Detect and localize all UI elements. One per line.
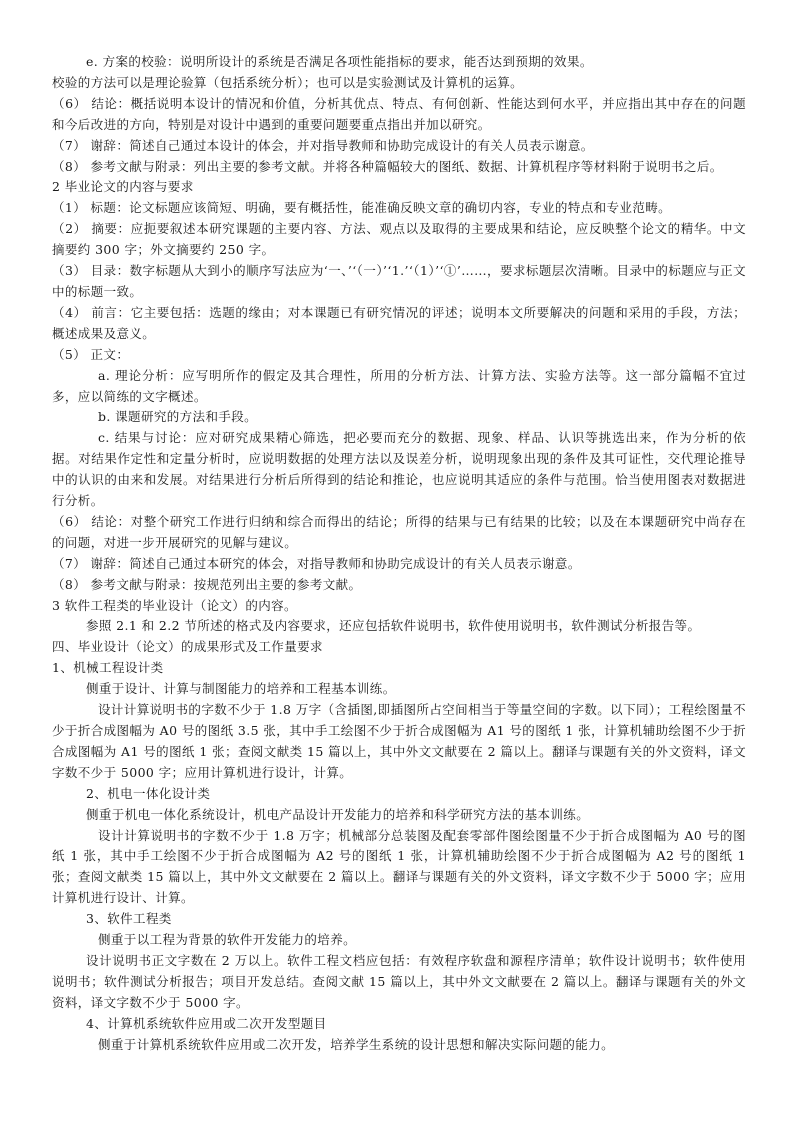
paragraph-results-discussion: c. 结果与讨论：应对研究成果精心筛选，把必要而充分的数据、现象、样品、认识等挑选出来，作为分析的依据。对结果作定性和定量分析时，应说明数据的处理方法以及误差分析，说明现象出现的条件及其可证性，交代理论推导中的认识的由来和发展。对结果进行分析后所得到的结论和推论，也应说明其适应的条件与范围。恰当使用图表对数据进行分析。 [52,430,746,509]
paragraph-software-requirements: 设计说明书正文字数在 2 万以上。软件工程文档应包括：有效程序软盘和源程序清单；软件设计说明书；软件使用说明书；软件测试分析报告；项目开发总结。查阅文献 15 篇以上，其中外文文献要在 2 篇以上。翻译与课题有关的外文资料，译文字数不少于 5000 字。 [52,952,746,1010]
paragraph-acknowledgement: （7） 谢辞：简述自己通过本设计的体会，并对指导教师和协助完成设计的有关人员表示谢意。 [52,137,594,153]
section-heading-deliverables: 四、毕业设计（论文）的成果形式及工作量要求 [52,639,323,655]
subheading-computer-systems: 4、计算机系统软件应用或二次开发型题目 [86,1015,327,1031]
paragraph-thesis-conclusion: （6） 结论：对整个研究工作进行归纳和综合而得出的结论；所得的结果与已有结果的比较；以及在本课题研究中尚存在的问题，对进一步开展研究的见解与建议。 [52,513,746,550]
paragraph-preface: （4） 前言：它主要包括：选题的缘由；对本课题已有研究情况的评述；说明本文所要解决的问题和采用的手段，方法；概述成果及意义。 [52,304,746,341]
paragraph-software-reference: 参照 2.1 和 2.2 节所述的格式及内容要求，还应包括软件说明书，软件使用说明书，软件测试分析报告等。 [86,618,701,634]
subheading-mechanical: 1、机械工程设计类 [52,660,164,676]
paragraph-mechatronics-focus: 侧重于机电一体化系统设计，机电产品设计开发能力的培养和科学研究方法的基本训练。 [86,806,590,822]
paragraph-thesis-acknowledgement: （7） 谢辞：简述自己通过本研究的体会，对指导教师和协助完成设计的有关人员表示谢意。 [52,555,581,571]
paragraph-software-focus: 侧重于以工程为背景的软件开发能力的培养。 [98,932,357,948]
section-heading-software: 3 软件工程类的毕业设计（论文）的内容。 [52,597,297,613]
paragraph-references: （8） 参考文献与附录：列出主要的参考文献。并将各种篇幅较大的图纸、数据、计算机程序等材料附于说明书之后。 [52,158,723,174]
document-page [52,52,746,1056]
paragraph-scheme-check: e. 方案的校验：说明所设计的系统是否满足各项性能指标的要求，能否达到预期的效果。 [86,54,593,69]
paragraph-theory-analysis: a. 理论分析：应写明所作的假定及其合理性，所用的分析方法、计算方法、实验方法等。这一部分篇幅不宜过多，应以简练的文字概述。 [52,367,746,404]
paragraph-toc: （3） 目录：数字标题从大到小的顺序写法应为‘一、’‘（一）’‘1.’‘（1）’‘①’……，要求标题层次清晰。目录中的标题应与正文中的标题一致。 [52,263,746,299]
paragraph-mechatronics-requirements: 设计计算说明书的字数不少于 1.8 万字；机械部分总装图及配套零部件图绘图量不少于折合成图幅为 A0 号的图纸 1 张，其中手工绘图不少于折合成图幅为 A2 号的图纸 1 张，计算机辅助绘图不少于折合成图幅为 A2 号的图纸 1 张；查阅文献类 15 篇以上，其中外文文献要在 2 篇以上。翻译与课题有关的外文资料，译文字数不少于 5000 字；应用计算机进行设计、计算。 [52,827,746,906]
paragraph-computer-systems-focus: 侧重于计算机系统软件应用或二次开发，培养学生系统的设计思想和解决实际问题的能力。 [98,1036,615,1052]
paragraph-mechanical-focus: 侧重于设计、计算与制图能力的培养和工程基本训练。 [86,681,396,697]
subheading-mechatronics: 2、机电一体化设计类 [86,785,211,801]
section-heading-thesis: 2 毕业论文的内容与要求 [52,179,194,195]
subheading-software-engineering: 3、软件工程类 [86,911,172,927]
paragraph-body: （5） 正文： [52,346,130,362]
paragraph-title: （1） 标题：论文标题应该简短、明确，要有概括性，能准确反映文章的确切内容，专业的特点和专业范畴。 [52,200,672,216]
paragraph-check-method: 校验的方法可以是理论验算（包括系统分析）；也可以是实验测试及计算机的运算。 [52,74,524,90]
paragraph-abstract: （2） 摘要：应扼要叙述本研究课题的主要内容、方法、观点以及取得的主要成果和结论，应反映整个论文的精华。中文摘要约 300 字；外文摘要约 250 字。 [52,221,746,258]
paragraph-research-method: b. 课题研究的方法和手段。 [98,409,258,425]
paragraph-thesis-references: （8） 参考文献与附录：按规范列出主要的参考文献。 [52,576,362,592]
paragraph-mechanical-requirements: 设计计算说明书的字数不少于 1.8 万字（含插图,即插图所占空间相当于等量空间的字数。以下同）；工程绘图量不少于折合成图幅为 A0 号的图纸 3.5 张，其中手工绘图不少于折合成图幅为 A1 号的图纸 1 张，计算机辅助绘图不少于折合成图幅为 A1 号的图纸 1 张；查阅文献类 15 篇以上，其中外文文献要在 2 篇以上。翻译与课题有关的外文资料，译文字数不少于 5000 字；应用计算机进行设计，计算。 [52,702,746,780]
paragraph-conclusion: （6） 结论：概括说明本设计的情况和价值，分析其优点、特点、有何创新、性能达到何水平，并应指出其中存在的问题和今后改进的方向，特别是对设计中遇到的重要问题要重点指出并加以研究。 [52,95,746,132]
